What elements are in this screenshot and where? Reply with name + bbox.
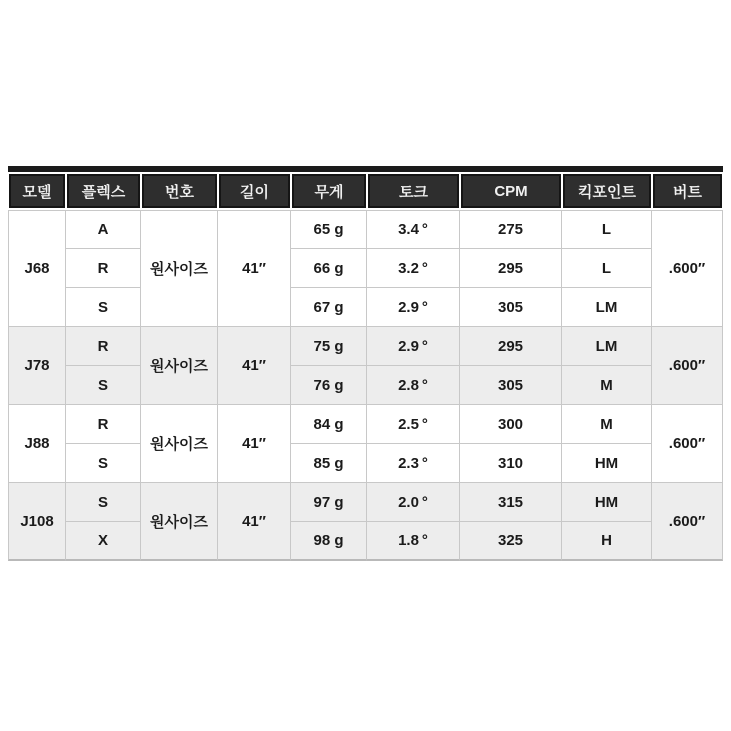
- cpm-cell: 295: [460, 249, 562, 288]
- cpm-cell: 300: [460, 405, 562, 444]
- torque-cell: 2.0 °: [367, 483, 460, 522]
- cpm-cell: 315: [460, 483, 562, 522]
- kickpoint-cell: L: [562, 210, 652, 249]
- torque-cell: 2.5 °: [367, 405, 460, 444]
- spec-table: [8, 166, 723, 561]
- header-number: 번호: [142, 174, 217, 208]
- header-kickpoint: 킥포인트: [563, 174, 651, 208]
- cpm-cell: 305: [460, 366, 562, 405]
- length-cell: 41″: [218, 483, 291, 561]
- number-cell: 원사이즈: [141, 210, 218, 327]
- number-cell: 원사이즈: [141, 405, 218, 483]
- kickpoint-cell: M: [562, 366, 652, 405]
- model-cell: J88: [8, 405, 66, 483]
- model-cell: J68: [8, 210, 66, 327]
- flex-cell: S: [66, 288, 141, 327]
- torque-cell: 3.2 °: [367, 249, 460, 288]
- cpm-cell: 275: [460, 210, 562, 249]
- length-cell: 41″: [218, 405, 291, 483]
- header-flex: 플렉스: [67, 174, 140, 208]
- model-cell: J108: [8, 483, 66, 561]
- cpm-cell: 295: [460, 327, 562, 366]
- torque-cell: 3.4 °: [367, 210, 460, 249]
- cpm-cell: 325: [460, 522, 562, 561]
- spec-table-grid: [8, 174, 723, 561]
- header-cpm: CPM: [461, 174, 561, 208]
- header-model: 모델: [9, 174, 65, 208]
- torque-cell: 2.9 °: [367, 288, 460, 327]
- torque-cell: 2.3 °: [367, 444, 460, 483]
- torque-cell: 1.8 °: [367, 522, 460, 561]
- kickpoint-cell: H: [562, 522, 652, 561]
- weight-cell: 65 g: [291, 210, 367, 249]
- length-cell: 41″: [218, 210, 291, 327]
- kickpoint-cell: LM: [562, 327, 652, 366]
- torque-cell: 2.8 °: [367, 366, 460, 405]
- kickpoint-cell: HM: [562, 444, 652, 483]
- weight-cell: 85 g: [291, 444, 367, 483]
- weight-cell: 66 g: [291, 249, 367, 288]
- flex-cell: X: [66, 522, 141, 561]
- flex-cell: R: [66, 405, 141, 444]
- kickpoint-cell: M: [562, 405, 652, 444]
- header-butt: 버트: [653, 174, 722, 208]
- table-top-bar: [8, 166, 723, 172]
- flex-cell: S: [66, 444, 141, 483]
- kickpoint-cell: HM: [562, 483, 652, 522]
- butt-cell: .600″: [652, 405, 723, 483]
- flex-cell: S: [66, 483, 141, 522]
- header-length: 길이: [219, 174, 290, 208]
- header-torque: 토크: [368, 174, 459, 208]
- flex-cell: R: [66, 327, 141, 366]
- kickpoint-cell: LM: [562, 288, 652, 327]
- flex-cell: R: [66, 249, 141, 288]
- kickpoint-cell: L: [562, 249, 652, 288]
- weight-cell: 76 g: [291, 366, 367, 405]
- header-weight: 무게: [292, 174, 366, 208]
- weight-cell: 75 g: [291, 327, 367, 366]
- model-cell: J78: [8, 327, 66, 405]
- number-cell: 원사이즈: [141, 483, 218, 561]
- flex-cell: S: [66, 366, 141, 405]
- butt-cell: .600″: [652, 327, 723, 405]
- length-cell: 41″: [218, 327, 291, 405]
- cpm-cell: 305: [460, 288, 562, 327]
- weight-cell: 97 g: [291, 483, 367, 522]
- weight-cell: 84 g: [291, 405, 367, 444]
- butt-cell: .600″: [652, 483, 723, 561]
- weight-cell: 98 g: [291, 522, 367, 561]
- cpm-cell: 310: [460, 444, 562, 483]
- torque-cell: 2.9 °: [367, 327, 460, 366]
- weight-cell: 67 g: [291, 288, 367, 327]
- flex-cell: A: [66, 210, 141, 249]
- number-cell: 원사이즈: [141, 327, 218, 405]
- butt-cell: .600″: [652, 210, 723, 327]
